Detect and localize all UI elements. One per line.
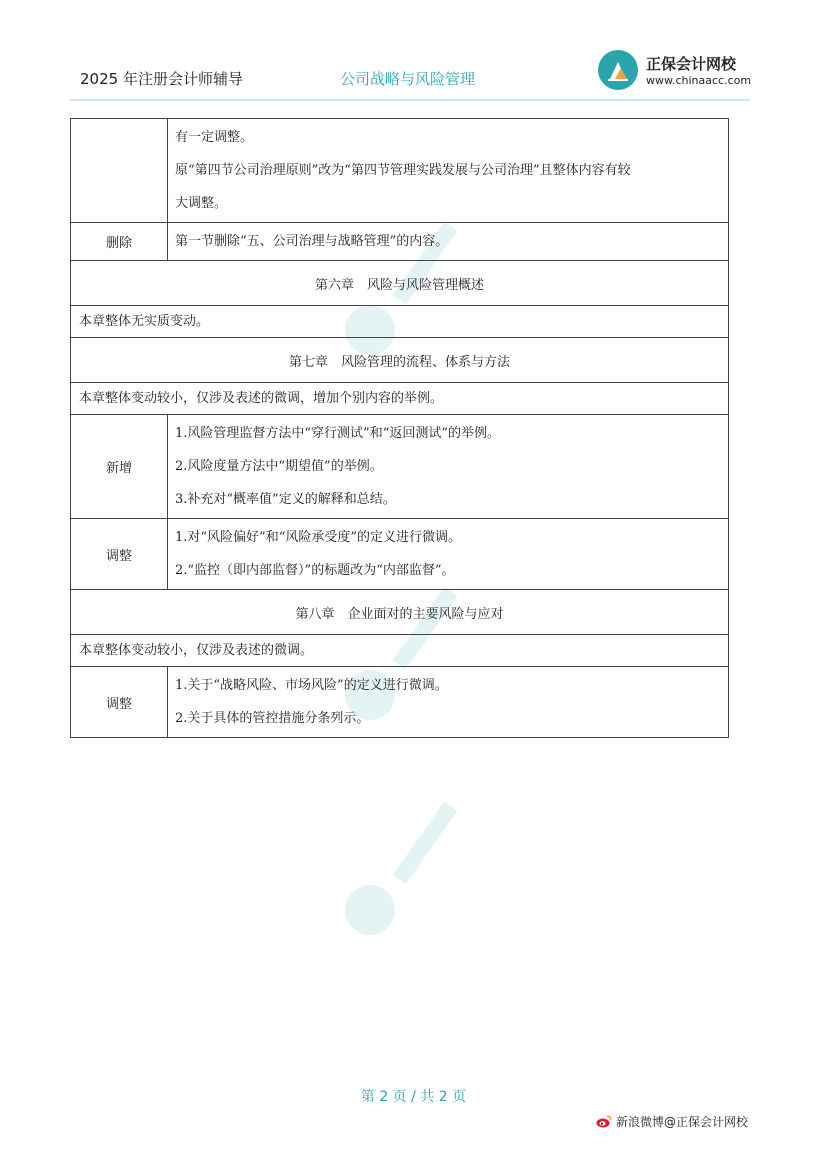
chapter-summary: 本章整体变动较小，仅涉及表述的微调，增加个别内容的举例。 bbox=[71, 383, 729, 415]
content-line: 1.关于“战略风险、市场风险”的定义进行微调。 bbox=[175, 678, 448, 693]
content-line: 原“第四节公司治理原则”改为“第四节管理实践发展与公司治理”且整体内容有较 bbox=[175, 163, 631, 178]
content-line: 2.“监控（即内部监督）”的标题改为“内部监督”。 bbox=[175, 563, 455, 578]
header-course-title: 公司战略与风险管理 bbox=[340, 70, 476, 88]
header-left-title: 2025 年注册会计师辅导 bbox=[80, 70, 243, 88]
weibo-icon bbox=[596, 1115, 612, 1128]
table-row bbox=[71, 635, 729, 667]
row-content bbox=[168, 519, 729, 590]
chapter-summary: 本章整体无实质变动。 bbox=[71, 306, 729, 338]
chapter-summary: 本章整体变动较小，仅涉及表述的微调。 bbox=[71, 635, 729, 667]
chapter-title: 第八章 企业面对的主要风险与应对 bbox=[71, 590, 729, 635]
logo-icon bbox=[598, 50, 638, 90]
table-row bbox=[71, 383, 729, 415]
table-row bbox=[71, 306, 729, 338]
row-label: 调整 bbox=[71, 519, 168, 590]
header-divider bbox=[70, 99, 750, 101]
row-content bbox=[168, 667, 729, 738]
content-line: 大调整。 bbox=[175, 196, 228, 211]
page-header bbox=[0, 0, 827, 102]
row-content bbox=[168, 119, 729, 223]
logo-name: 正保会计网校 bbox=[646, 55, 737, 73]
brand-logo bbox=[598, 50, 752, 92]
chapter-row bbox=[71, 338, 729, 383]
changes-table bbox=[70, 118, 729, 738]
watermark-logo-icon bbox=[335, 795, 485, 945]
row-content bbox=[168, 223, 729, 261]
content-line: 3.补充对“概率值”定义的解释和总结。 bbox=[175, 492, 396, 507]
content-line: 有一定调整。 bbox=[175, 130, 254, 145]
chapter-title: 第七章 风险管理的流程、体系与方法 bbox=[71, 338, 729, 383]
row-content bbox=[168, 415, 729, 519]
row-label: 新增 bbox=[71, 415, 168, 519]
chapter-row bbox=[71, 261, 729, 306]
content-line: 第一节删除“五、公司治理与战略管理”的内容。 bbox=[175, 234, 449, 249]
content-line: 2.关于具体的管控措施分条列示。 bbox=[175, 711, 370, 726]
logo-url: www.chinaacc.com bbox=[646, 74, 752, 87]
content-line: 2.风险度量方法中“期望值”的举例。 bbox=[175, 459, 383, 474]
row-label: 删除 bbox=[71, 223, 168, 261]
chapter-title: 第六章 风险与风险管理概述 bbox=[71, 261, 729, 306]
row-label: 调整 bbox=[71, 667, 168, 738]
content-line: 1.风险管理监督方法中“穿行测试”和“返回测试”的举例。 bbox=[175, 426, 500, 441]
weibo-credit bbox=[596, 1113, 748, 1130]
table-row bbox=[71, 223, 729, 261]
content-line: 1.对“风险偏好”和“风险承受度”的定义进行微调。 bbox=[175, 530, 461, 545]
table-row bbox=[71, 667, 729, 738]
table-row bbox=[71, 519, 729, 590]
table-row bbox=[71, 415, 729, 519]
row-label bbox=[71, 119, 168, 223]
table-row bbox=[71, 119, 729, 223]
weibo-text: 新浪微博@正保会计网校 bbox=[616, 1115, 749, 1129]
page-number: 第 2 页 / 共 2 页 bbox=[360, 1089, 467, 1105]
chapter-row bbox=[71, 590, 729, 635]
